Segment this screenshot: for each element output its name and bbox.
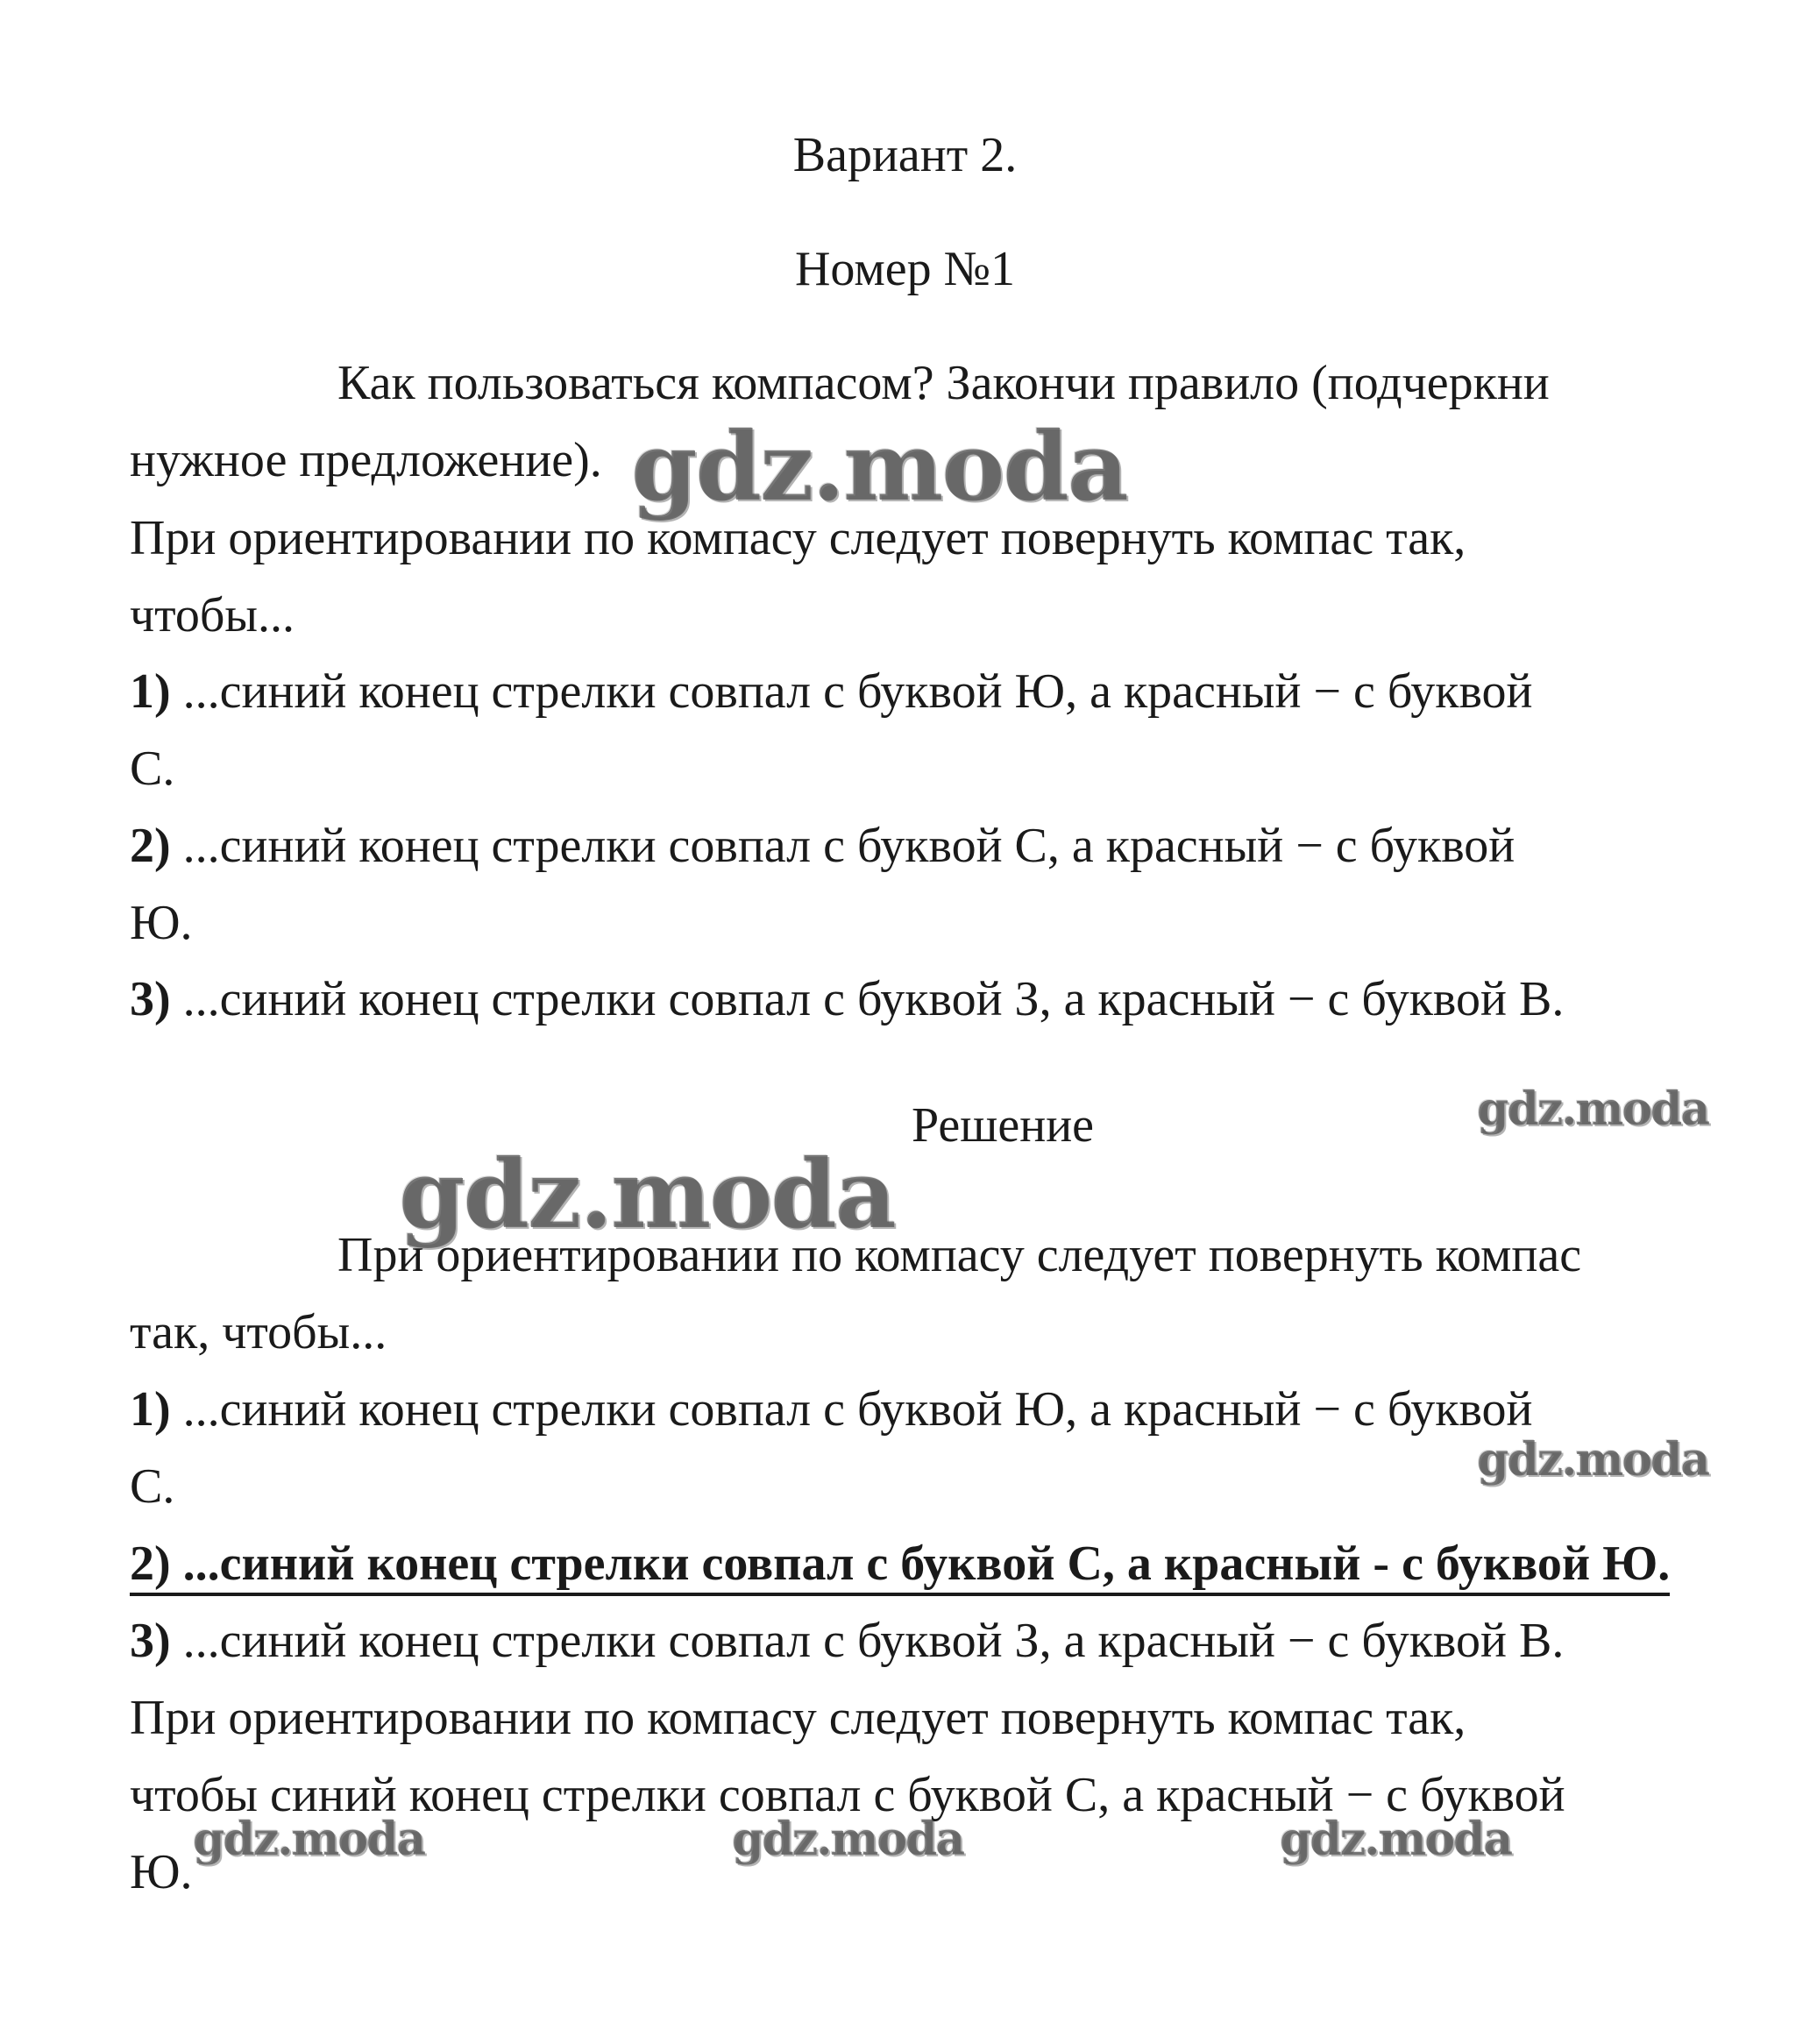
watermark-logo: gdz.moda — [1477, 1082, 1709, 1136]
solution-option-1 — [130, 1381, 1532, 1437]
watermark-logo: gdz.moda — [399, 1139, 895, 1250]
option-text: ...синий конец стрелки совпал с буквой З, а красный − с буквой В. — [170, 1614, 1565, 1668]
watermark-logo: gdz.moda — [1280, 1813, 1512, 1866]
option-number: 2) — [130, 819, 171, 873]
option-number: 1) — [130, 664, 171, 719]
solution-intro-line-2: так, чтобы... — [130, 1305, 387, 1359]
solution-option-3 — [130, 1613, 1564, 1669]
watermark-logo: gdz.moda — [193, 1813, 425, 1866]
watermark-logo: gdz.moda — [631, 412, 1127, 522]
solution-option-1-cont: С. — [130, 1459, 175, 1514]
underlined-answer: 2) ...синий конец стрелки совпал с буквой С, а красный - с буквой Ю. — [130, 1537, 1670, 1596]
task-option-3 — [130, 971, 1564, 1027]
answer-line-1: При ориентировании по компасу следует повернуть компас так, — [130, 1691, 1466, 1745]
solution-heading: Решение — [912, 1098, 1095, 1153]
task-option-1-cont: С. — [130, 742, 175, 796]
solution-intro-line-1: При ориентировании по компасу следует повернуть компас — [337, 1228, 1582, 1282]
option-text: ...синий конец стрелки совпал с буквой С, а красный − с буквой — [170, 819, 1515, 873]
number-heading: Номер №1 — [794, 242, 1016, 296]
task-intro-line-2: чтобы... — [130, 588, 295, 642]
watermark-logo: gdz.moda — [1477, 1433, 1709, 1487]
option-text: ...синий конец стрелки совпал с буквой Ю, а красный − с буквой — [170, 1382, 1533, 1437]
task-intro-line-1: При ориентировании по компасу следует повернуть компас так, — [130, 511, 1466, 565]
solution-option-2-underlined — [130, 1536, 1670, 1592]
question-line-1: Как пользоваться компасом? Закончи правило (подчеркни — [337, 356, 1550, 410]
option-number: 3) — [130, 1614, 171, 1668]
task-option-1 — [130, 664, 1532, 720]
option-text: ...синий конец стрелки совпал с буквой З, а красный − с буквой В. — [170, 972, 1565, 1026]
answer-line-2: чтобы синий конец стрелки совпал с буквой С, а красный − с буквой — [130, 1768, 1565, 1822]
watermark-logo: gdz.moda — [732, 1813, 964, 1866]
option-number: 3) — [130, 972, 171, 1026]
option-text: ...синий конец стрелки совпал с буквой Ю, а красный − с буквой — [170, 664, 1533, 719]
option-number: 1) — [130, 1382, 171, 1437]
task-option-2 — [130, 818, 1515, 874]
variant-heading: Вариант 2. — [792, 128, 1018, 182]
task-option-2-cont: Ю. — [130, 896, 193, 950]
answer-line-3: Ю. — [130, 1845, 193, 1899]
question-line-2: нужное предложение). — [130, 433, 602, 487]
